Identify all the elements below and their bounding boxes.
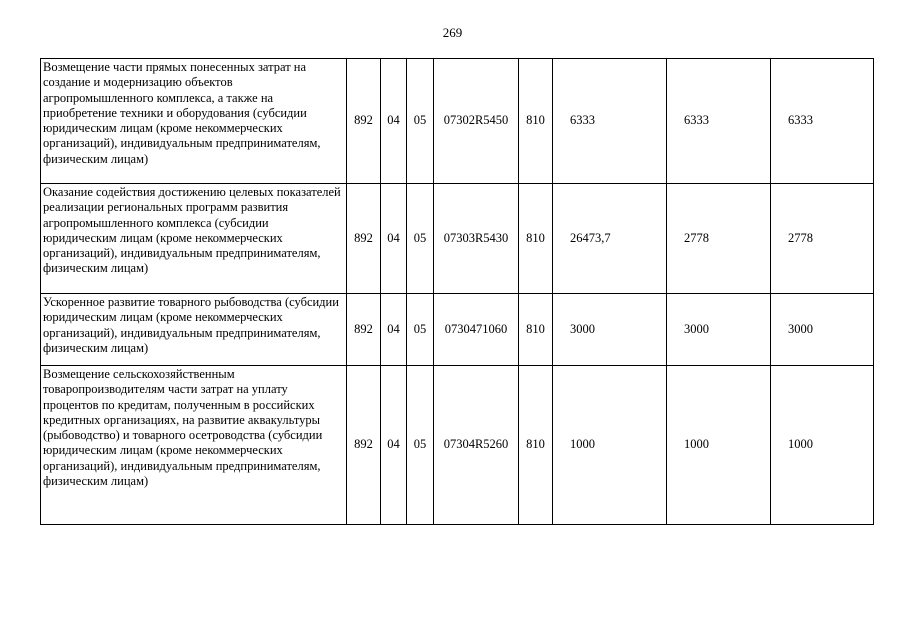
target-article-cell: 07303R5430 bbox=[434, 184, 519, 294]
subsection-code-cell: 05 bbox=[407, 294, 434, 366]
subsection-code-cell: 05 bbox=[407, 184, 434, 294]
amount-year-1-cell: 1000 bbox=[553, 366, 667, 525]
amount-year-2-cell: 2778 bbox=[667, 184, 771, 294]
table-row bbox=[41, 59, 874, 184]
expense-name-cell: Возмещение части прямых понесенных затрат на создание и модернизацию объектов агропромышленного комплекса, а также на приобретение техники и оборудования (субсидии юридическим лицам (кроме некоммерческих организаций), индивидуальным предпринимателям, физическим лицам) bbox=[41, 59, 347, 184]
amount-year-3-cell: 3000 bbox=[771, 294, 874, 366]
target-article-cell: 07304R5260 bbox=[434, 366, 519, 525]
amount-year-1-cell: 6333 bbox=[553, 59, 667, 184]
expense-name-cell: Оказание содействия достижению целевых показателей реализации региональных программ развития агропромышленного комплекса (субсидии юридическим лицам (кроме некоммерческих организаций), индивидуальным предпринимателям, физическим лицам) bbox=[41, 184, 347, 294]
ministry-code-cell: 892 bbox=[347, 59, 381, 184]
amount-year-3-cell: 2778 bbox=[771, 184, 874, 294]
budget-table bbox=[40, 58, 874, 525]
amount-year-1-cell: 26473,7 bbox=[553, 184, 667, 294]
target-article-cell: 0730471060 bbox=[434, 294, 519, 366]
amount-year-2-cell: 3000 bbox=[667, 294, 771, 366]
target-article-cell: 07302R5450 bbox=[434, 59, 519, 184]
expense-name-cell: Ускоренное развитие товарного рыбоводства (субсидии юридическим лицам (кроме некоммерческих организаций), индивидуальным предпринимателям, физическим лицам) bbox=[41, 294, 347, 366]
section-code-cell: 04 bbox=[381, 366, 407, 525]
section-code-cell: 04 bbox=[381, 184, 407, 294]
expense-type-cell: 810 bbox=[519, 59, 553, 184]
expense-type-cell: 810 bbox=[519, 184, 553, 294]
ministry-code-cell: 892 bbox=[347, 366, 381, 525]
ministry-code-cell: 892 bbox=[347, 294, 381, 366]
subsection-code-cell: 05 bbox=[407, 366, 434, 525]
table-row bbox=[41, 294, 874, 366]
amount-year-2-cell: 6333 bbox=[667, 59, 771, 184]
table-row bbox=[41, 366, 874, 525]
amount-year-3-cell: 1000 bbox=[771, 366, 874, 525]
amount-year-1-cell: 3000 bbox=[553, 294, 667, 366]
subsection-code-cell: 05 bbox=[407, 59, 434, 184]
amount-year-2-cell: 1000 bbox=[667, 366, 771, 525]
expense-type-cell: 810 bbox=[519, 366, 553, 525]
section-code-cell: 04 bbox=[381, 294, 407, 366]
ministry-code-cell: 892 bbox=[347, 184, 381, 294]
table-row bbox=[41, 184, 874, 294]
amount-year-3-cell: 6333 bbox=[771, 59, 874, 184]
section-code-cell: 04 bbox=[381, 59, 407, 184]
page-number: 269 bbox=[442, 25, 463, 40]
expense-name-cell: Возмещение сельскохозяйственным товаропроизводителям части затрат на уплату процентов по кредитам, полученным в российских кредитных организациях, на развитие аквакультуры (рыбоводство) и товарного осетроводства (субсидии юридическим лицам (кроме некоммерческих организаций), индивидуальным предпринимателям, физическим лицам) bbox=[41, 366, 347, 525]
expense-type-cell: 810 bbox=[519, 294, 553, 366]
